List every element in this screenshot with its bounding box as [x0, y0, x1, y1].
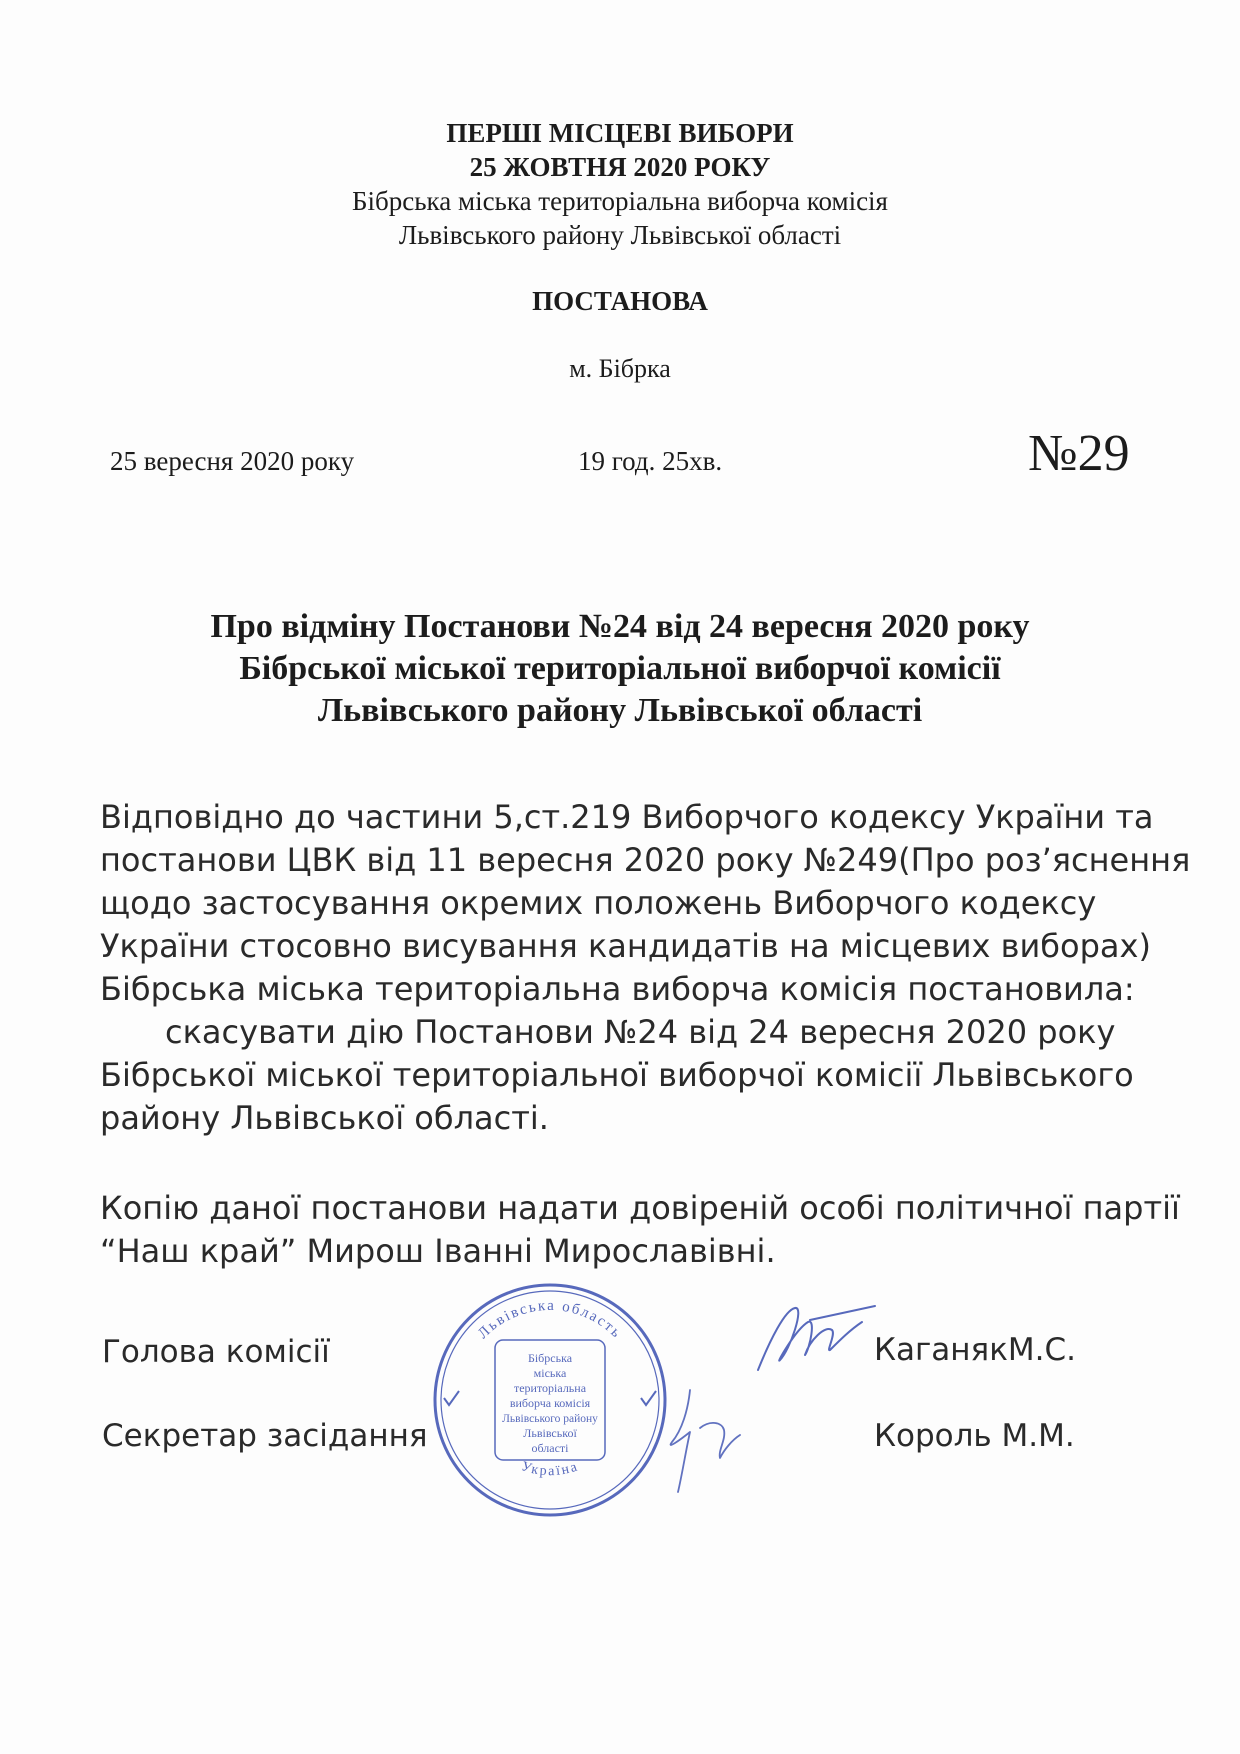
- stamp-inner-line: територіальна: [513, 1381, 587, 1395]
- stamp-inner-line: Бібрська: [527, 1351, 573, 1365]
- title-line: Львівського району Львівської області: [317, 692, 923, 729]
- paragraph-line: постанови ЦВК від 11 вересня 2020 року №249(Про роз’яснення: [100, 841, 1191, 879]
- title-line: Про відміну Постанови №24 від 24 вересня 2020 року: [210, 608, 1030, 645]
- paragraph-line: Копію даної постанови надати довіреній особі політичної партії: [100, 1189, 1180, 1227]
- election-header: [0, 116, 1240, 252]
- paragraph-line: України стосовно висування кандидатів на місцевих виборах): [100, 927, 1151, 965]
- stamp-top-text: Львівська область: [475, 1297, 625, 1343]
- document-city: м. Бібрка: [569, 354, 671, 383]
- commission-name: Бібрська міська територіальна виборча комісія: [352, 186, 888, 216]
- stamp-right-check: [641, 1391, 656, 1405]
- paragraph-line: “Наш край” Мирош Іванні Мирославівні.: [100, 1232, 776, 1270]
- paragraph-line: скасувати дію Постанови №24 від 24 вересня 2020 року: [165, 1013, 1116, 1051]
- paragraph-line: району Львівської області.: [100, 1099, 549, 1137]
- stamp-inner-line: міська: [533, 1366, 567, 1380]
- commission-stamp: [430, 1280, 670, 1520]
- paragraph-line: Відповідно до частини 5,ст.219 Виборчого кодексу України та: [100, 798, 1154, 836]
- secretary-signature: [660, 1380, 760, 1500]
- stamp-inner-line: виборча комісія: [509, 1396, 591, 1410]
- paragraph-line: Бібрської міської територіальної виборчої комісії Львівського: [100, 1056, 1134, 1094]
- title-line: Бібрської міської територіальної виборчої комісії: [239, 650, 1001, 687]
- election-date: 25 ЖОВТНЯ 2020 РОКУ: [469, 152, 771, 182]
- chair-signature: [750, 1300, 880, 1380]
- document-date: 25 вересня 2020 року: [110, 446, 355, 476]
- stamp-inner-line: Львівської: [523, 1426, 577, 1440]
- stamp-left-check: [444, 1391, 459, 1405]
- stamp-inner-line: Львівського району: [502, 1413, 598, 1425]
- secretary-label: Секретар засідання: [102, 1418, 428, 1454]
- election-title: ПЕРШІ МІСЦЕВІ ВИБОРИ: [446, 118, 794, 148]
- resolution-paragraph: [100, 796, 1191, 1140]
- stamp-inner-line: області: [531, 1441, 569, 1455]
- document-title: [0, 606, 1240, 732]
- paragraph-line: Бібрська міська територіальна виборча комісія постановила:: [100, 970, 1135, 1008]
- chair-label: Голова комісії: [102, 1334, 330, 1370]
- paragraph-line: щодо застосування окремих положень Виборчого кодексу: [100, 884, 1097, 922]
- chair-name: КаганякМ.С.: [874, 1332, 1077, 1368]
- commission-region: Львівського району Львівської області: [398, 220, 842, 250]
- copy-instruction-paragraph: [100, 1187, 1180, 1273]
- secretary-name: Король М.М.: [874, 1418, 1075, 1454]
- document-number: №29: [1028, 425, 1130, 482]
- document-type: ПОСТАНОВА: [532, 286, 708, 316]
- stamp-bottom-text: Україна: [519, 1459, 581, 1480]
- document-time: 19 год. 25хв.: [578, 446, 723, 476]
